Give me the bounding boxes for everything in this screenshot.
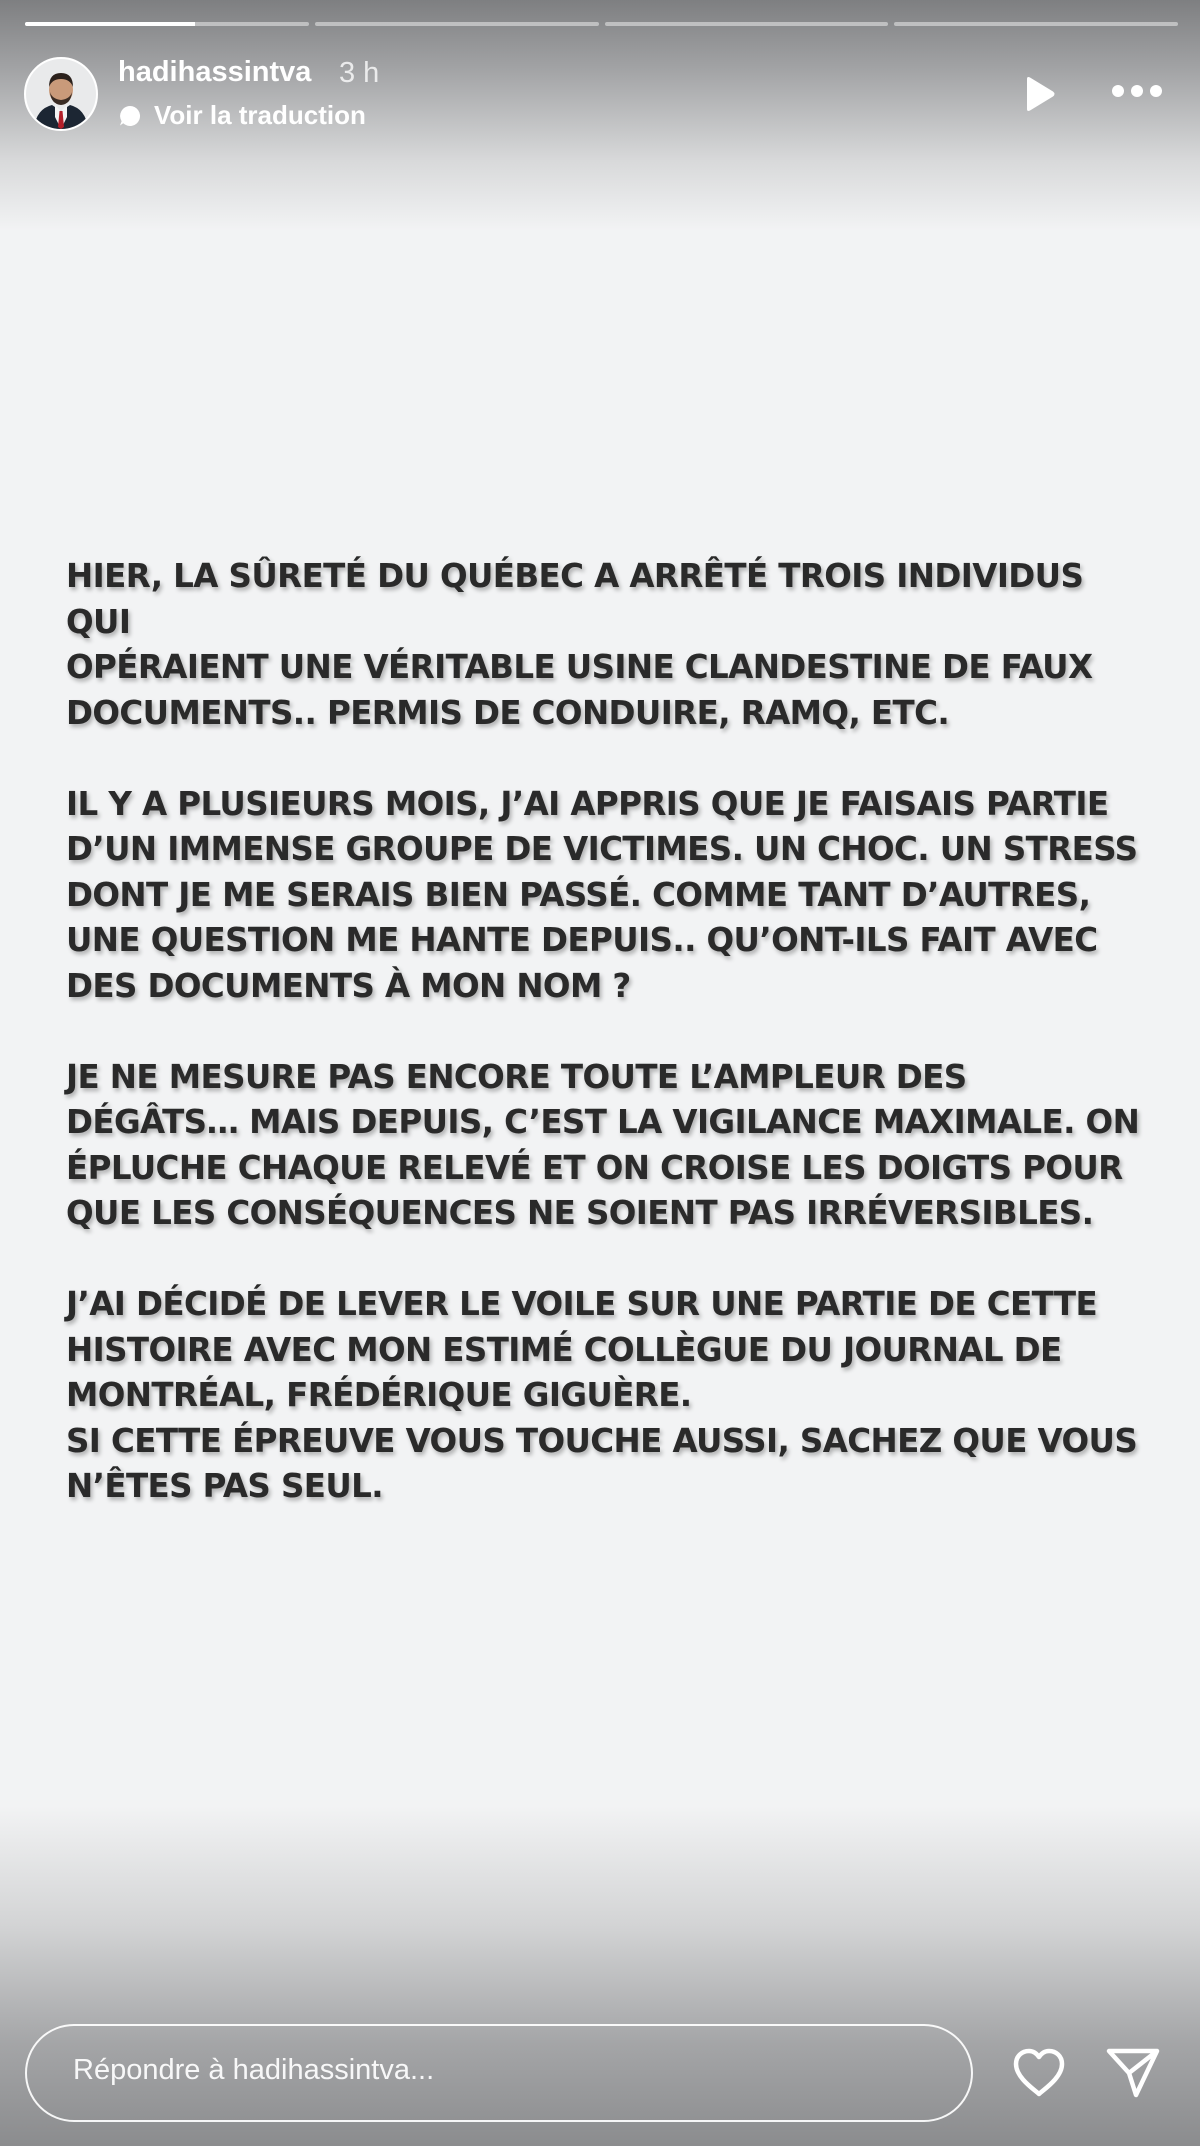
play-icon	[1018, 74, 1058, 114]
story-paragraph-1: HIER, LA SÛRETÉ DU QUÉBEC A ARRÊTÉ TROIS INDIVIDUS QUI OPÉRAIENT UNE VÉRITABLE USINE CLANDESTINE DE FAUX DOCUMENTS.. PERMIS DE CONDUIRE, RAMQ, ETC.	[66, 557, 1093, 732]
story-paragraph-3: JE NE MESURE PAS ENCORE TOUTE L’AMPLEUR DES DÉGÂTS… MAIS DEPUIS, C’EST LA VIGILANCE MAXIMALE. ON ÉPLUCHE CHAQUE RELEVÉ ET ON CROISE LES DOIGTS POUR QUE LES CONSÉQUENCES NE SOIENT PAS IRRÉVERSIBLES.	[66, 1057, 1140, 1232]
heart-icon	[1011, 2047, 1067, 2099]
progress-segment-3	[605, 22, 889, 26]
play-button[interactable]	[1018, 74, 1058, 114]
send-icon	[1105, 2046, 1161, 2100]
progress-segment-4	[894, 22, 1178, 26]
avatar-image	[26, 59, 96, 129]
story-text	[66, 554, 1146, 1555]
progress-segment-1	[25, 22, 309, 26]
timestamp: 3 h	[339, 57, 380, 89]
story-header	[24, 54, 1176, 134]
more-icon	[1110, 76, 1164, 106]
username[interactable]: hadihassintva	[118, 56, 312, 88]
like-button[interactable]	[1011, 2047, 1067, 2099]
story-paragraph-4: J’AI DÉCIDÉ DE LEVER LE VOILE SUR UNE PARTIE DE CETTE HISTOIRE AVEC MON ESTIMÉ COLLÈGUE DU JOURNAL DE MONTRÉAL, FRÉDÉRIQUE GIGUÈRE. SI CETTE ÉPREUVE VOUS TOUCHE AUSSI, SACHEZ QUE VOUS N’ÊTES PAS SEUL.	[66, 1285, 1138, 1505]
reply-input[interactable]	[25, 2024, 973, 2122]
share-button[interactable]	[1105, 2046, 1161, 2100]
story-paragraph-2: IL Y A PLUSIEURS MOIS, J’AI APPRIS QUE JE FAISAIS PARTIE D’UN IMMENSE GROUPE DE VICTIMES. UN CHOC. UN STRESS DONT JE ME SERAIS BIEN PASSÉ. COMME TANT D’AUTRES, UNE QUESTION ME HANTE DEPUIS.. QU’ONT-ILS FAIT AVEC DES DOCUMENTS À MON NOM ?	[66, 784, 1138, 1005]
translate-label: Voir la traduction	[154, 100, 366, 130]
avatar[interactable]	[24, 57, 98, 131]
more-options-button[interactable]	[1110, 76, 1164, 106]
progress-segment-2	[315, 22, 599, 26]
speech-bubble-icon	[118, 104, 142, 128]
progress-fill-1	[25, 22, 195, 26]
story-progress-bar	[25, 22, 1178, 28]
translate-link[interactable]	[118, 100, 366, 131]
reply-placeholder: Répondre à hadihassintva...	[73, 2054, 435, 2086]
